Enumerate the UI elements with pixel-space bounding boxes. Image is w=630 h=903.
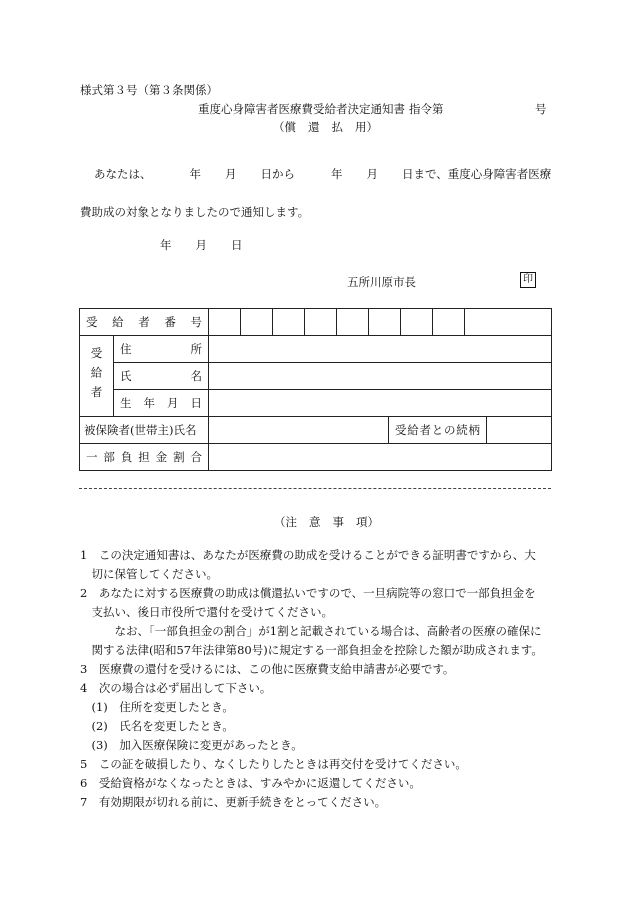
address-label: 住所 (114, 336, 209, 363)
period-month2: 月 (366, 167, 378, 181)
period-lead: あなたは、 (94, 167, 152, 181)
order-number-label: 指令第 (409, 102, 444, 116)
note-line: なお、「一部負担金の割合」が1割と記載されている場合は、高齢者の医療の確保に (80, 624, 542, 638)
period-year2: 年 (331, 167, 343, 181)
note-line: 2 あなたに対する医療費の助成は償還払いですので、一旦病院等の窓口で一部負担金を (80, 586, 536, 600)
period-month: 月 (225, 167, 237, 181)
period-year: 年 (189, 167, 201, 181)
note-line: (3) 加入医療保険に変更があったとき。 (80, 738, 303, 752)
note-line: 1 この決定通知書は、あなたが医療費の助成を受けることができる証明書ですから、大 (80, 548, 536, 562)
document-subtitle (267, 119, 384, 135)
notes-title-char: 事 (332, 515, 344, 529)
period-until: 日まで、重度心身障害者医療 (402, 167, 552, 181)
insured-label: 被保険者(世帯主)氏名 (80, 417, 209, 444)
notes-title-char: （注 (274, 515, 297, 529)
eligibility-period-line2: 費助成の対象となりましたので通知します。 (80, 205, 310, 219)
copay-field[interactable] (209, 444, 552, 471)
name-field[interactable] (209, 363, 552, 390)
relation-field[interactable] (487, 417, 552, 444)
note-line: 関する法律(昭和57年法律第80号)に規定する一部負担金を控除した額が助成されます。 (80, 643, 543, 657)
birthdate-label: 生年月日 (114, 390, 209, 417)
note-line: 支払い、後日市役所で還付を受けてください。 (80, 605, 333, 619)
note-line: (1) 住所を変更したとき。 (80, 700, 234, 714)
note-line: 切に保管してください。 (80, 567, 218, 581)
notes-title-char: 意 (309, 515, 321, 529)
period-from: 日から (260, 167, 295, 181)
note-line: 5 この証を破損したり、なくしたりしたときは再交付を受けてください。 (80, 757, 467, 771)
recipient-info-table (79, 308, 552, 471)
note-line: 6 受給資格がなくなったときは、すみやかに返還してください。 (80, 776, 421, 790)
eligibility-period (94, 166, 551, 182)
date-month: 月 (195, 238, 207, 252)
address-field[interactable] (209, 336, 552, 363)
notes-title-char: 項） (356, 515, 379, 529)
relation-label: 受給者との続柄 (389, 417, 487, 444)
date-year: 年 (160, 238, 172, 252)
note-line: (2) 氏名を変更したとき。 (80, 719, 234, 733)
date-day: 日 (231, 238, 243, 252)
form-number: 様式第３号（第３条関係） (80, 83, 218, 97)
order-number-suffix: 号 (535, 102, 547, 116)
cut-line (79, 488, 551, 489)
birthdate-field[interactable] (209, 390, 552, 417)
copay-label: 一部負担金割合 (80, 444, 209, 471)
name-label: 氏名 (114, 363, 209, 390)
subtitle-char: （償 (273, 120, 296, 134)
note-line: 3 医療費の還付を受けるには、この他に医療費支給申請書が必要です。 (80, 662, 455, 676)
recipient-group-label: 受給者 (80, 336, 114, 417)
seal-stamp: 印 (520, 272, 536, 288)
notice-date (160, 237, 243, 253)
recipient-number-boxes[interactable] (209, 309, 552, 336)
note-line: 7 有効期限が切れる前に、更新手続きをとってください。 (80, 795, 387, 809)
document-title: 重度心身障害者医療費受給者決定通知書 (198, 102, 405, 116)
subtitle-char: 還 (308, 120, 320, 134)
notes-title (268, 514, 385, 530)
recipient-number-label: 受給者番号 (80, 309, 209, 336)
insured-field[interactable] (209, 417, 389, 444)
subtitle-char: 払 (331, 120, 343, 134)
subtitle-char: 用） (355, 120, 378, 134)
note-line: 4 次の場合は必ず届出して下さい。 (80, 681, 272, 695)
mayor-signature: 五所川原市長 (347, 275, 416, 289)
